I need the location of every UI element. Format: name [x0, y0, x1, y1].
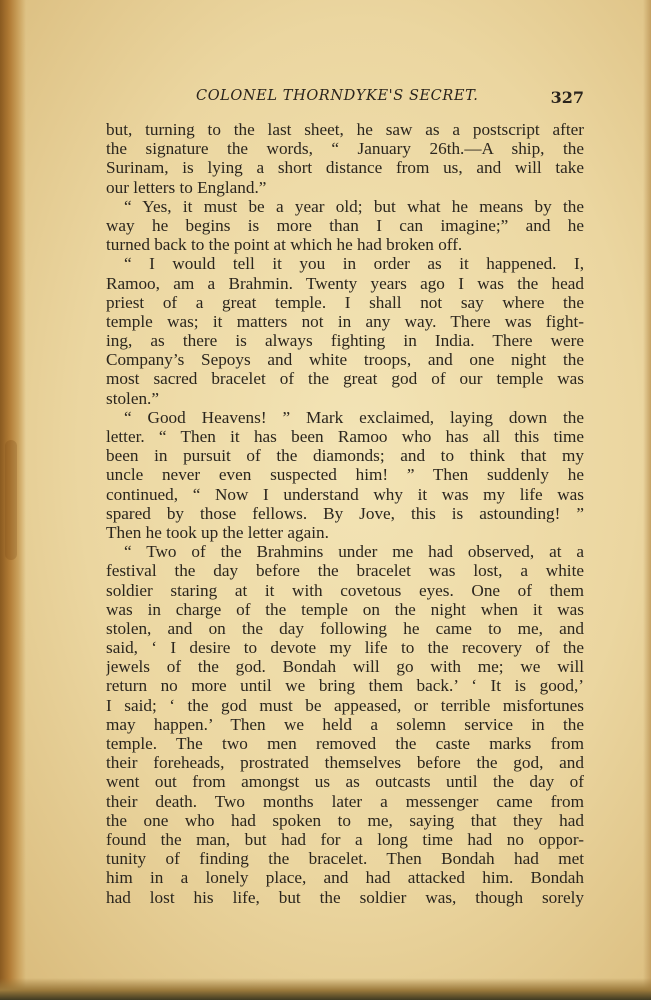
page-stain — [5, 440, 17, 560]
text-line: Ramoo, am a Brahmin. Twenty years ago I was the head — [106, 273, 584, 293]
text-line: turned back to the point at which he had broken off. — [106, 235, 463, 255]
text-line: most sacred bracelet of the great god of our temple was — [106, 369, 584, 389]
text-line: “ I would tell it you in order as it happened. I, — [124, 254, 584, 274]
text-line: I said; ‘ the god must be appeased, or terrible misfortunes — [106, 695, 584, 715]
text-line: stolen.” — [106, 388, 159, 408]
text-line: way he begins is more than I can imagine;” and he — [106, 215, 584, 235]
text-line: the one who had spoken to me, saying that they had — [106, 810, 584, 830]
text-line: festival the day before the bracelet was lost, a white — [106, 561, 584, 581]
text-line: letter. “ Then it has been Ramoo who has all this time — [106, 427, 584, 446]
text-line: our letters to England.” — [106, 177, 267, 197]
page-edge — [643, 0, 651, 1000]
text-line: priest of a great temple. I shall not say where the — [106, 292, 584, 312]
text-line: was in charge of the temple on the night when it was — [106, 599, 584, 619]
text-line: Company’s Sepoys and white troops, and one night the — [106, 350, 584, 370]
text-line: “ Yes, it must be a year old; but what he means by the — [124, 196, 584, 216]
text-line: him in a lonely place, and had attacked him. Bondah — [106, 868, 584, 888]
text-line: continued, “ Now I understand why it was my life was — [106, 484, 584, 504]
text-line: Then he took up the letter again. — [106, 522, 329, 542]
text-line: “ Good Heavens! ” Mark exclaimed, laying down the — [124, 407, 584, 427]
page-bottom-edge — [0, 978, 651, 1000]
text-line: their death. Two months later a messenger came from — [106, 791, 584, 811]
text-line: the signature the words, “ January 26th.—A ship, the — [106, 139, 584, 159]
text-line: temple. The two men removed the caste marks from — [106, 734, 584, 753]
text-line: return no more until we bring them back.’ ‘ It is good,’ — [106, 676, 584, 696]
text-line: ing, as there is always fighting in India. There were — [106, 331, 584, 351]
page-header — [106, 88, 584, 110]
text-line: went out from amongst us as outcasts until the day of — [106, 772, 584, 792]
running-head: COLONEL THORNDYKE'S SECRET. — [196, 88, 479, 104]
text-line: soldier staring at it with covetous eyes. One of them — [106, 580, 584, 600]
text-line: found the man, but had for a long time had no oppor- — [106, 829, 584, 849]
text-line: jewels of the god. Bondah will go with me; we will — [106, 657, 584, 677]
text-line: but, turning to the last sheet, he saw as a postscript after — [106, 120, 584, 139]
text-line: Surinam, is lying a short distance from us, and will take — [106, 158, 584, 178]
text-line: said, ‘ I desire to devote my life to the recovery of the — [106, 638, 584, 658]
text-line: had lost his life, but the soldier was, though sorely — [106, 887, 584, 907]
text-line: their foreheads, prostrated themselves before the god, and — [106, 753, 584, 773]
text-line: temple was; it matters not in any way. There was fight- — [106, 311, 584, 331]
body-text — [106, 120, 584, 907]
text-line: “ Two of the Brahmins under me had observed, at a — [124, 542, 584, 562]
page-number: 327 — [550, 88, 584, 107]
text-line: been in pursuit of the diamonds; and to think that my — [106, 446, 584, 466]
text-line: spared by those fellows. By Jove, this is astounding! ” — [106, 503, 584, 523]
text-line: tunity of finding the bracelet. Then Bondah had met — [106, 849, 584, 869]
text-line: uncle never even suspected him! ” Then suddenly he — [106, 465, 584, 485]
text-line: may happen.’ Then we held a solemn service in the — [106, 714, 584, 734]
text-line: stolen, and on the day following he came to me, and — [106, 618, 584, 638]
